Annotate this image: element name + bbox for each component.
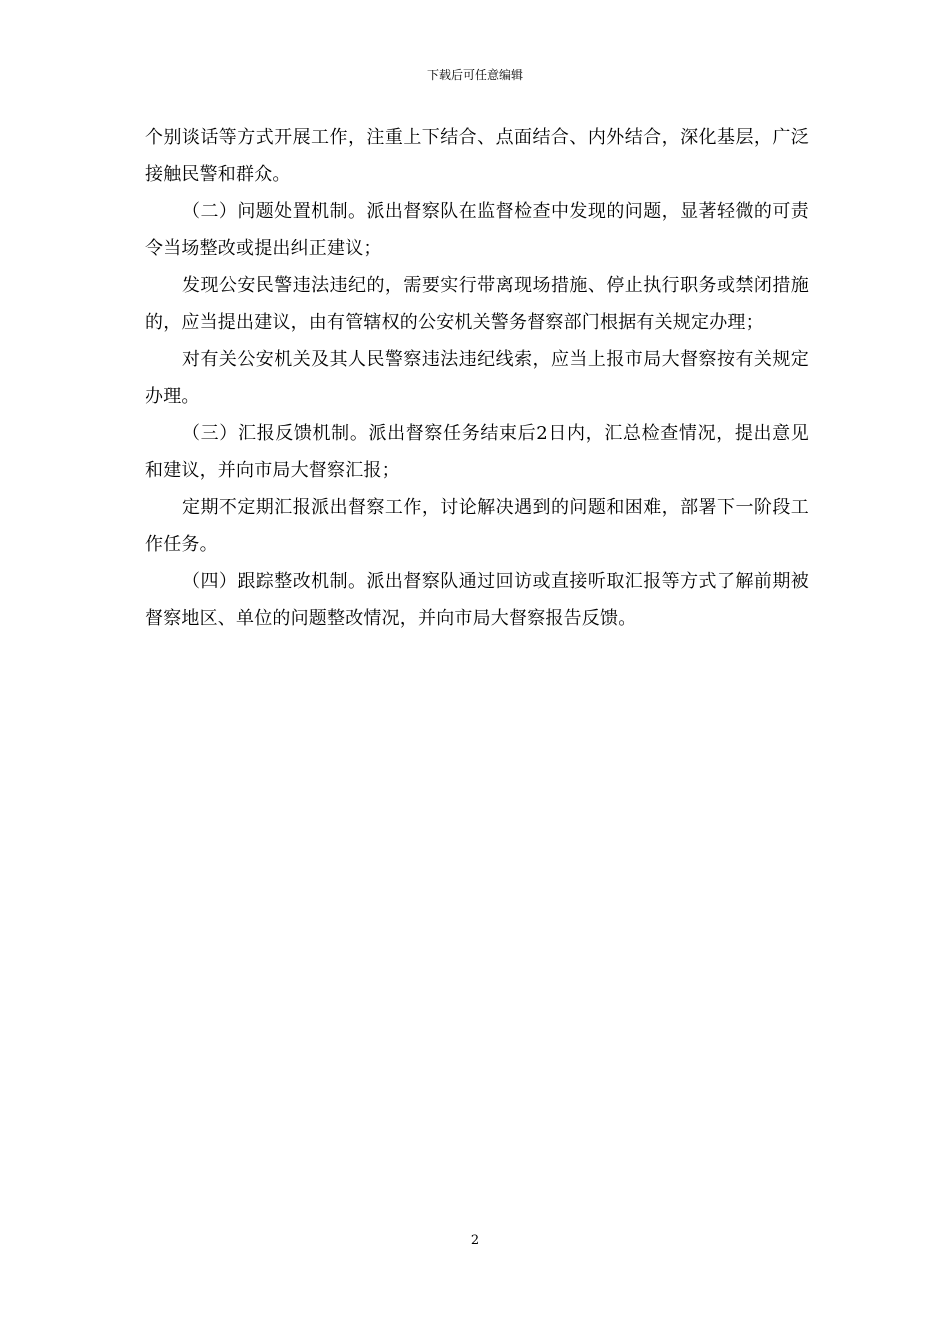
paragraph-2: （二）问题处置机制。派出督察队在监督检查中发现的问题，显著轻微的可责令当场整改或提出纠正建议； — [145, 201, 809, 259]
paragraph-6: 定期不定期汇报派出督察工作，讨论解决遇到的问题和困难，部署下一阶段工作任务。 — [145, 497, 809, 555]
paragraph-4: 对有关公安机关及其人民警察违法违纪线索，应当上报市局大督察按有关规定办理。 — [145, 349, 809, 407]
paragraph-5: （三）汇报反馈机制。派出督察任务结束后2日内，汇总检查情况，提出意见和建议，并向市局大督察汇报； — [145, 423, 809, 481]
paragraph-7: （四）跟踪整改机制。派出督察队通过回访或直接听取汇报等方式了解前期被督察地区、单位的问题整改情况，并向市局大督察报告反馈。 — [145, 571, 809, 629]
document-body — [145, 119, 809, 637]
page-header: 下载后可任意编辑 — [426, 68, 523, 82]
paragraph-3: 发现公安民警违法违纪的，需要实行带离现场措施、停止执行职务或禁闭措施的，应当提出建议，由有管辖权的公安机关警务督察部门根据有关规定办理； — [145, 275, 809, 333]
paragraph-1: 个别谈话等方式开展工作，注重上下结合、点面结合、内外结合，深化基层，广泛接触民警和群众。 — [145, 127, 809, 185]
page-number: 2 — [470, 1233, 480, 1248]
